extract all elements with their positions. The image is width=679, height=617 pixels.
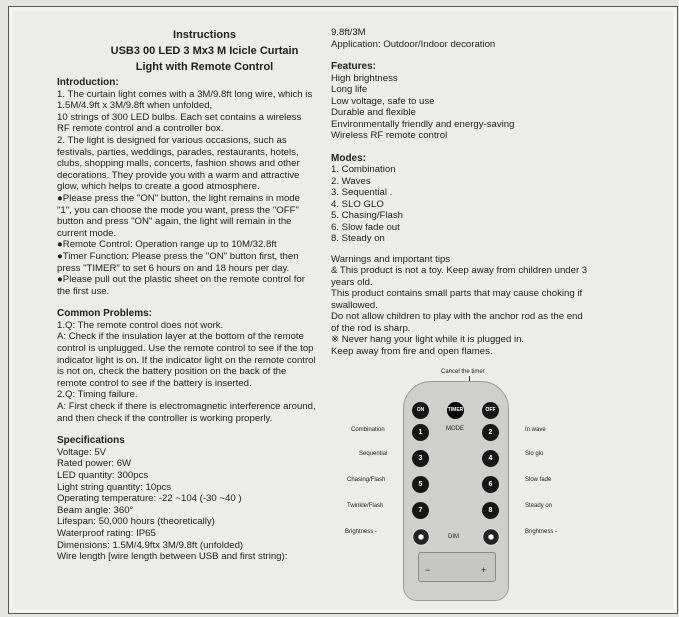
timer-button: TIMER xyxy=(447,402,464,419)
specs-heading: Specifications xyxy=(57,435,125,447)
brightness-down-icon xyxy=(412,528,430,546)
mode-4-button: 4 xyxy=(482,450,499,467)
on-button: ON xyxy=(412,402,429,419)
mode-6-button: 6 xyxy=(482,476,499,493)
label-slo-glo: Slo glo xyxy=(525,451,544,457)
problems-text: 1.Q: The remote control does not work. A: Check if the insulation layer at the bottom of the remote control is unplugged. Use the remote control to see if the top indicator light is on. If the indicator light on the remote control is not on, check the battery position on the back of the remote control to see if the battery is inserted. 2.Q: Timing failure. A: First check if there is electromagnetic interference around, and then check if the controller is working properly. xyxy=(57,319,316,424)
instruction-sheet xyxy=(8,6,678,614)
remote-control-picture xyxy=(403,381,509,601)
problems-heading: Common Problems: xyxy=(57,308,153,320)
mode-2-button: 2 xyxy=(482,424,499,441)
features-heading: Features: xyxy=(331,61,377,72)
label-twinkle-flash: Twinkle/Flash xyxy=(347,503,384,509)
modes-heading: Modes: xyxy=(331,152,366,164)
cancel-timer-label: Cancel the timer xyxy=(441,369,485,375)
mode-5-button: 5 xyxy=(412,476,429,493)
left-column xyxy=(57,27,332,563)
label-waves: In wave xyxy=(525,427,546,433)
dim-pad xyxy=(418,552,496,582)
mode-1-button: 1 xyxy=(412,424,429,441)
label-steady-on: Steady on xyxy=(525,503,553,509)
off-button: OFF xyxy=(482,402,499,419)
label-brightness-minus: Brightness - xyxy=(345,529,378,535)
label-brightness-plus: Brightness - xyxy=(525,529,558,535)
mode-8-button: 8 xyxy=(482,502,499,519)
application-text: Application: Outdoor/Indoor decoration xyxy=(331,38,496,50)
plus-label: + xyxy=(481,565,487,575)
length-text: 9.8ft/3M xyxy=(331,27,366,38)
label-sequential: Sequential xyxy=(359,451,388,457)
document-title: Instructions USB3 00 LED 3 Mx3 M Icicle Curtain Light with Remote Control xyxy=(110,29,299,73)
warnings-text: Warnings and important tips & This product is not a toy. Keep away from children under 3 years old. This product contains small parts that may cause choking if swallowed. Do not allow children to play with the anchor rod as the end of the rod is sharp. ※ Never hang your light while it is plugged in. Keep away from fire and open flames. xyxy=(331,253,588,357)
dim-label: DIM xyxy=(448,534,459,540)
mode-7-button: 7 xyxy=(412,502,429,519)
mode-3-button: 3 xyxy=(412,450,429,467)
modes-list: 1. Combination 2. Waves 3. Sequential . 4. SLO GLO 5. Chasing/Flash 6. Slow fade out 8. Steady on xyxy=(331,164,403,244)
intro-text: 1. The curtain light comes with a 3M/9.8ft long wire, which is 1.5M/4.9ft x 3M/9.8ft when unfolded, 10 strings of 300 LED bulbs. Each set contains a wireless RF remote control and a controller box. 2. The light is designed for various occasions, such as festivals, parties, weddings, parades, restaurants, hotels, clubs, shopping malls, concerts, fashion shows and other decorations. They provide you with a warm and attractive glow, which helps to create a good atmosphere. ●Please press the "ON" button, the light remains in mode "1", you can choose the mode you want, press the "OFF" button and press "ON" again, the light will remain in the current mode. ●Remote Control: Operation range up to 10M/32.8ft ●Timer Function: Please press the "ON" button first, then press "TIMER" to set 6 hours on and 18 hours per day. ●Please pull out the plastic sheet on the remote control for the first use. xyxy=(57,88,313,297)
mode-label: MODE xyxy=(446,426,464,432)
brightness-up-icon xyxy=(482,528,500,546)
right-column xyxy=(331,27,621,357)
specs-text: Voltage: 5V Rated power: 6W LED quantity: 300pcs Light string quantity: 10pcs Operating temperature: -22 ~104 (-30 ~40 ) Beam angle: 360° Lifespan: 50,000 hours (theoretically) Waterproof rating: IP65 Dimensions: 1.5M/4.9ftx 3M/9.8ft (unfolded) Wire length [wire length between USB and first string): xyxy=(57,446,288,563)
features-list: High brightness Long life Low voltage, safe to use Durable and flexible Environmentally friendly and energy-saving Wireless RF remote control xyxy=(331,72,515,141)
intro-heading: Introduction: xyxy=(57,77,119,88)
label-slow-fade: Slow fade xyxy=(525,477,552,483)
label-combination: Combination xyxy=(351,427,385,433)
label-chasing-flash: Chasing/Flash xyxy=(347,477,386,483)
minus-label: − xyxy=(425,565,431,575)
remote-diagram xyxy=(331,367,591,617)
